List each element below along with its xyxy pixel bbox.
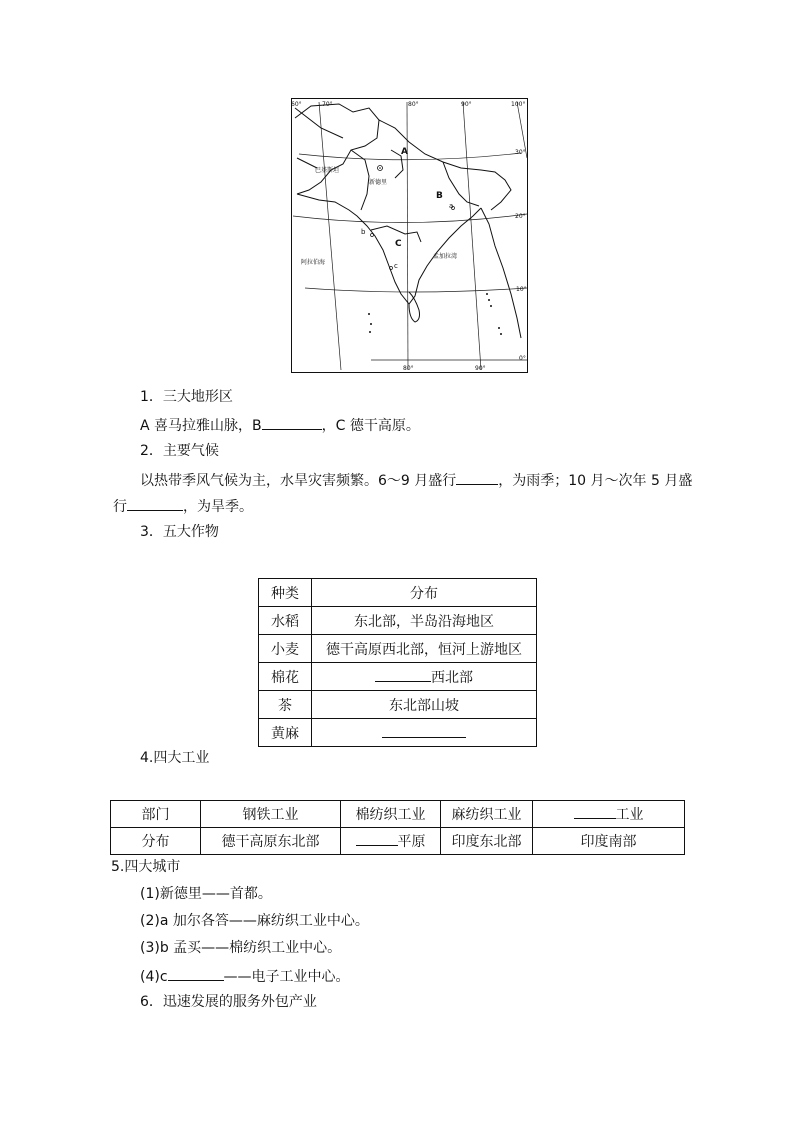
dist-cell: 东北部山坡 [312, 691, 537, 719]
section2-line2 [113, 496, 253, 516]
cotton-dist-text: 西北部 [431, 669, 473, 686]
section2-line1 [140, 470, 692, 490]
label-bay-of-bengal: 孟加拉湾 [433, 253, 458, 260]
table-row [111, 828, 685, 855]
section2-heading: 2．主要气候 [140, 443, 219, 459]
blank-B[interactable] [262, 415, 322, 430]
blank-industry[interactable] [574, 804, 616, 819]
blank-jute[interactable] [382, 723, 466, 738]
section3-heading: 3．五大作物 [140, 524, 219, 540]
section2-text-b: ，为雨季；10 月～次年 5 月盛 [498, 473, 693, 489]
crop-cell: 水稻 [259, 607, 312, 635]
header-cell [533, 801, 685, 828]
label-a: a [449, 202, 454, 210]
label-new-delhi: 新德里 [369, 179, 388, 186]
section2-text-d: ，为旱季。 [183, 499, 253, 515]
blank-monsoon-wet[interactable] [456, 470, 498, 485]
header-cell: 麻纺织工业 [441, 801, 533, 828]
label-lat-0: 0° [519, 355, 526, 362]
dist-cell [312, 663, 537, 691]
city-item: (3)b 孟买——棉纺织工业中心。 [140, 940, 342, 956]
row-cell: 印度南部 [533, 828, 685, 855]
label-lon-90-bottom: 90° [475, 365, 486, 372]
blank-monsoon-dry[interactable] [127, 496, 183, 511]
label-arabian-sea: 阿拉伯海 [301, 259, 326, 266]
header-cell: 部门 [111, 801, 201, 828]
label-b: b [361, 228, 366, 236]
label-lat-30: 30° [515, 149, 526, 156]
header-cell: 分布 [312, 579, 537, 607]
india-map [291, 98, 528, 373]
section4-heading: 4.四大工业 [140, 750, 210, 766]
row-cell: 德干高原东北部 [201, 828, 341, 855]
table-row [259, 635, 537, 663]
section6-heading: 6．迅速发展的服务外包产业 [140, 994, 317, 1010]
header-cell: 种类 [259, 579, 312, 607]
city4-prefix: (4)c [140, 969, 168, 985]
city-item: (2)a 加尔各答——麻纺织工业中心。 [140, 913, 369, 929]
table-row [259, 691, 537, 719]
blank-plain[interactable] [356, 831, 398, 846]
label-pakistan: 巴基斯坦 [315, 167, 340, 174]
header-cell: 棉纺织工业 [341, 801, 441, 828]
section1-line [140, 415, 420, 435]
blank-city-c[interactable] [168, 966, 224, 981]
table-row [259, 579, 537, 607]
label-lon-60: 60° [291, 101, 302, 108]
table-row [259, 663, 537, 691]
label-lon-80-top: 80° [408, 101, 419, 108]
crop-cell: 棉花 [259, 663, 312, 691]
section5-heading: 5.四大城市 [111, 859, 181, 875]
table-row [259, 719, 537, 747]
city-item: (1)新德里——首都。 [140, 886, 272, 902]
row-cell: 分布 [111, 828, 201, 855]
label-lon-90-top: 90° [461, 101, 472, 108]
row-cell [341, 828, 441, 855]
section1-heading: 1．三大地形区 [140, 389, 233, 405]
dist-cell: 德干高原西北部，恒河上游地区 [312, 635, 537, 663]
header-cell: 钢铁工业 [201, 801, 341, 828]
section1-text-c: ，C 德干高原。 [321, 418, 420, 434]
crops-table [258, 578, 537, 747]
label-lat-10: 10° [516, 286, 527, 293]
industry-suffix: 工业 [615, 807, 644, 823]
city4-suffix: ——电子工业中心。 [223, 969, 350, 985]
label-B: B [436, 191, 443, 201]
plain-suffix: 平原 [397, 834, 426, 850]
row-cell: 印度东北部 [441, 828, 533, 855]
table-row [259, 607, 537, 635]
label-lon-100: 100° [511, 101, 526, 108]
label-c: c [394, 262, 398, 270]
label-lon-80-bottom: 80° [403, 365, 414, 372]
table-row [111, 801, 685, 828]
blank-cotton[interactable] [375, 667, 431, 682]
dist-cell [312, 719, 537, 747]
section2-text-c: 行 [113, 499, 127, 515]
label-lon-70: 70° [322, 101, 333, 108]
dist-cell: 东北部，半岛沿海地区 [312, 607, 537, 635]
label-C: C [395, 239, 402, 249]
label-lat-20: 20° [515, 213, 526, 220]
industry-table [110, 800, 685, 855]
crop-cell: 茶 [259, 691, 312, 719]
label-A: A [401, 147, 408, 157]
crop-cell: 小麦 [259, 635, 312, 663]
section2-text-a: 以热带季风气候为主，水旱灾害频繁。6～9 月盛行 [140, 473, 457, 489]
city-item [140, 966, 350, 986]
crop-cell: 黄麻 [259, 719, 312, 747]
section1-text-a: A 喜马拉雅山脉，B [140, 418, 262, 434]
